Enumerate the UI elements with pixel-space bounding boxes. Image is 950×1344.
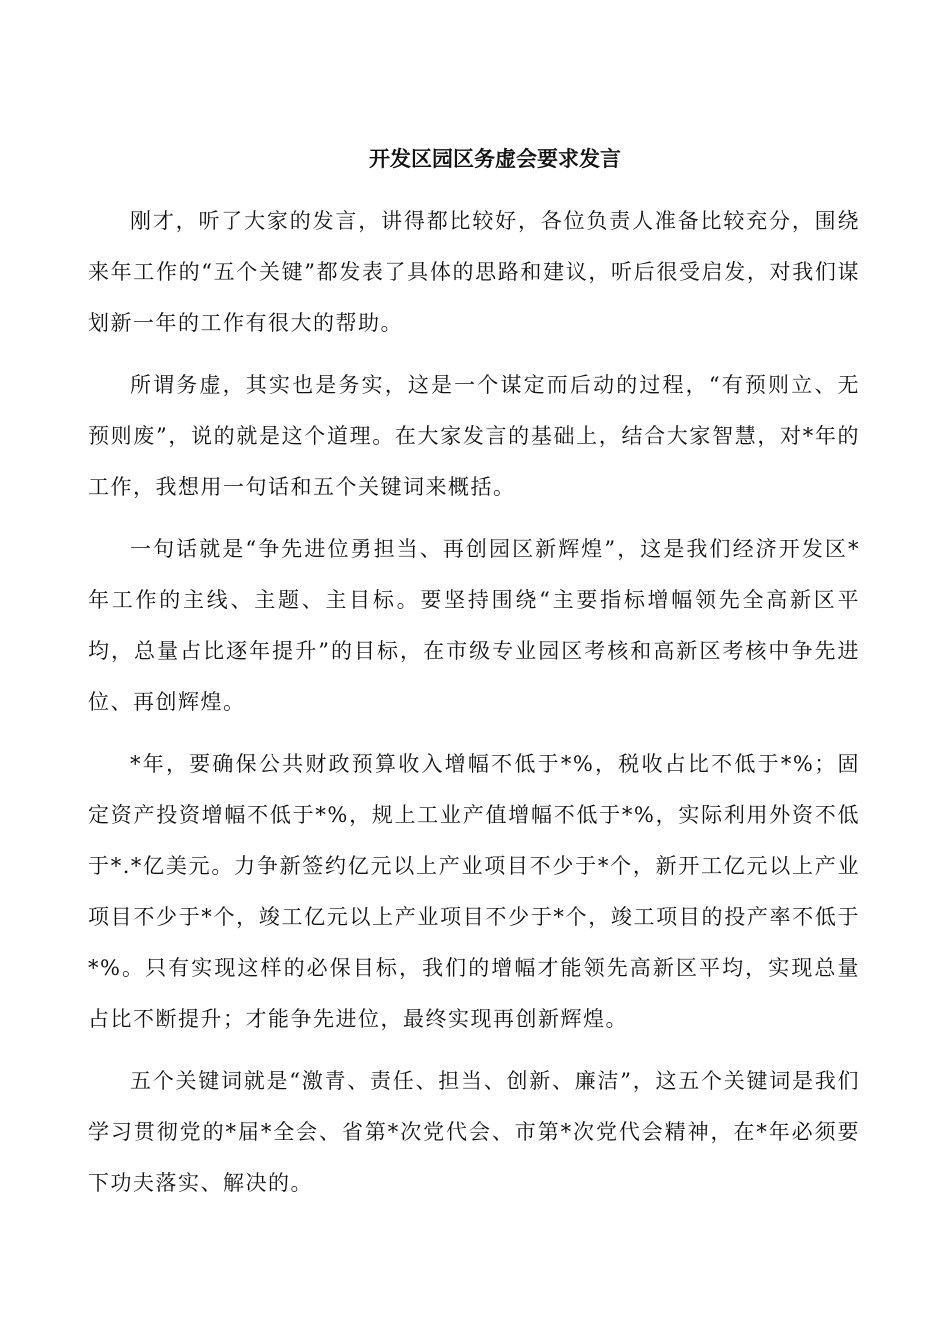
paragraph-2: 所谓务虚，其实也是务实，这是一个谋定而后动的过程，“有预则立、无预则废”，说的就是这个道理。在大家发言的基础上，结合大家智慧，对*年的工作，我想用一句话和五个关键词来概括。 bbox=[88, 373, 860, 499]
document-title: 开发区园区务虚会要求发言 bbox=[369, 146, 621, 171]
paragraph-1: 刚才，听了大家的发言，讲得都比较好，各位负责人准备比较充分，围绕来年工作的“五个关键”都发表了具体的思路和建议，听后很受启发，对我们谋划新一年的工作有很大的帮助。 bbox=[88, 209, 860, 335]
document-body bbox=[88, 196, 860, 1220]
paragraph-4: *年，要确保公共财政预算收入增幅不低于*%，税收占比不低于*%；固定资产投资增幅不低于*%，规上工业产值增幅不低于*%，实际利用外资不低于*.*亿美元。力争新签约亿元以上产业项目不少于*个，新开工亿元以上产业项目不少于*个，竣工亿元以上产业项目不少于*个，竣工项目的投产率不低于*%。只有实现这样的必保目标，我们的增幅才能领先高新区平均，实现总量占比不断提升；才能争先进位，最终实现再创新辉煌。 bbox=[88, 752, 860, 1031]
paragraph-5: 五个关键词就是“激青、责任、担当、创新、廉洁”，这五个关键词是我们学习贯彻党的*届*全会、省第*次党代会、市第*次党代会精神，在*年必须要下功夫落实、解决的。 bbox=[88, 1069, 860, 1195]
paragraph-3: 一句话就是“争先进位勇担当、再创园区新辉煌”，这是我们经济开发区*年工作的主线、主题、主目标。要坚持围绕“主要指标增幅领先全高新区平均，总量占比逐年提升”的目标，在市级专业园区考核和高新区考核中争先进位、再创辉煌。 bbox=[88, 537, 860, 714]
